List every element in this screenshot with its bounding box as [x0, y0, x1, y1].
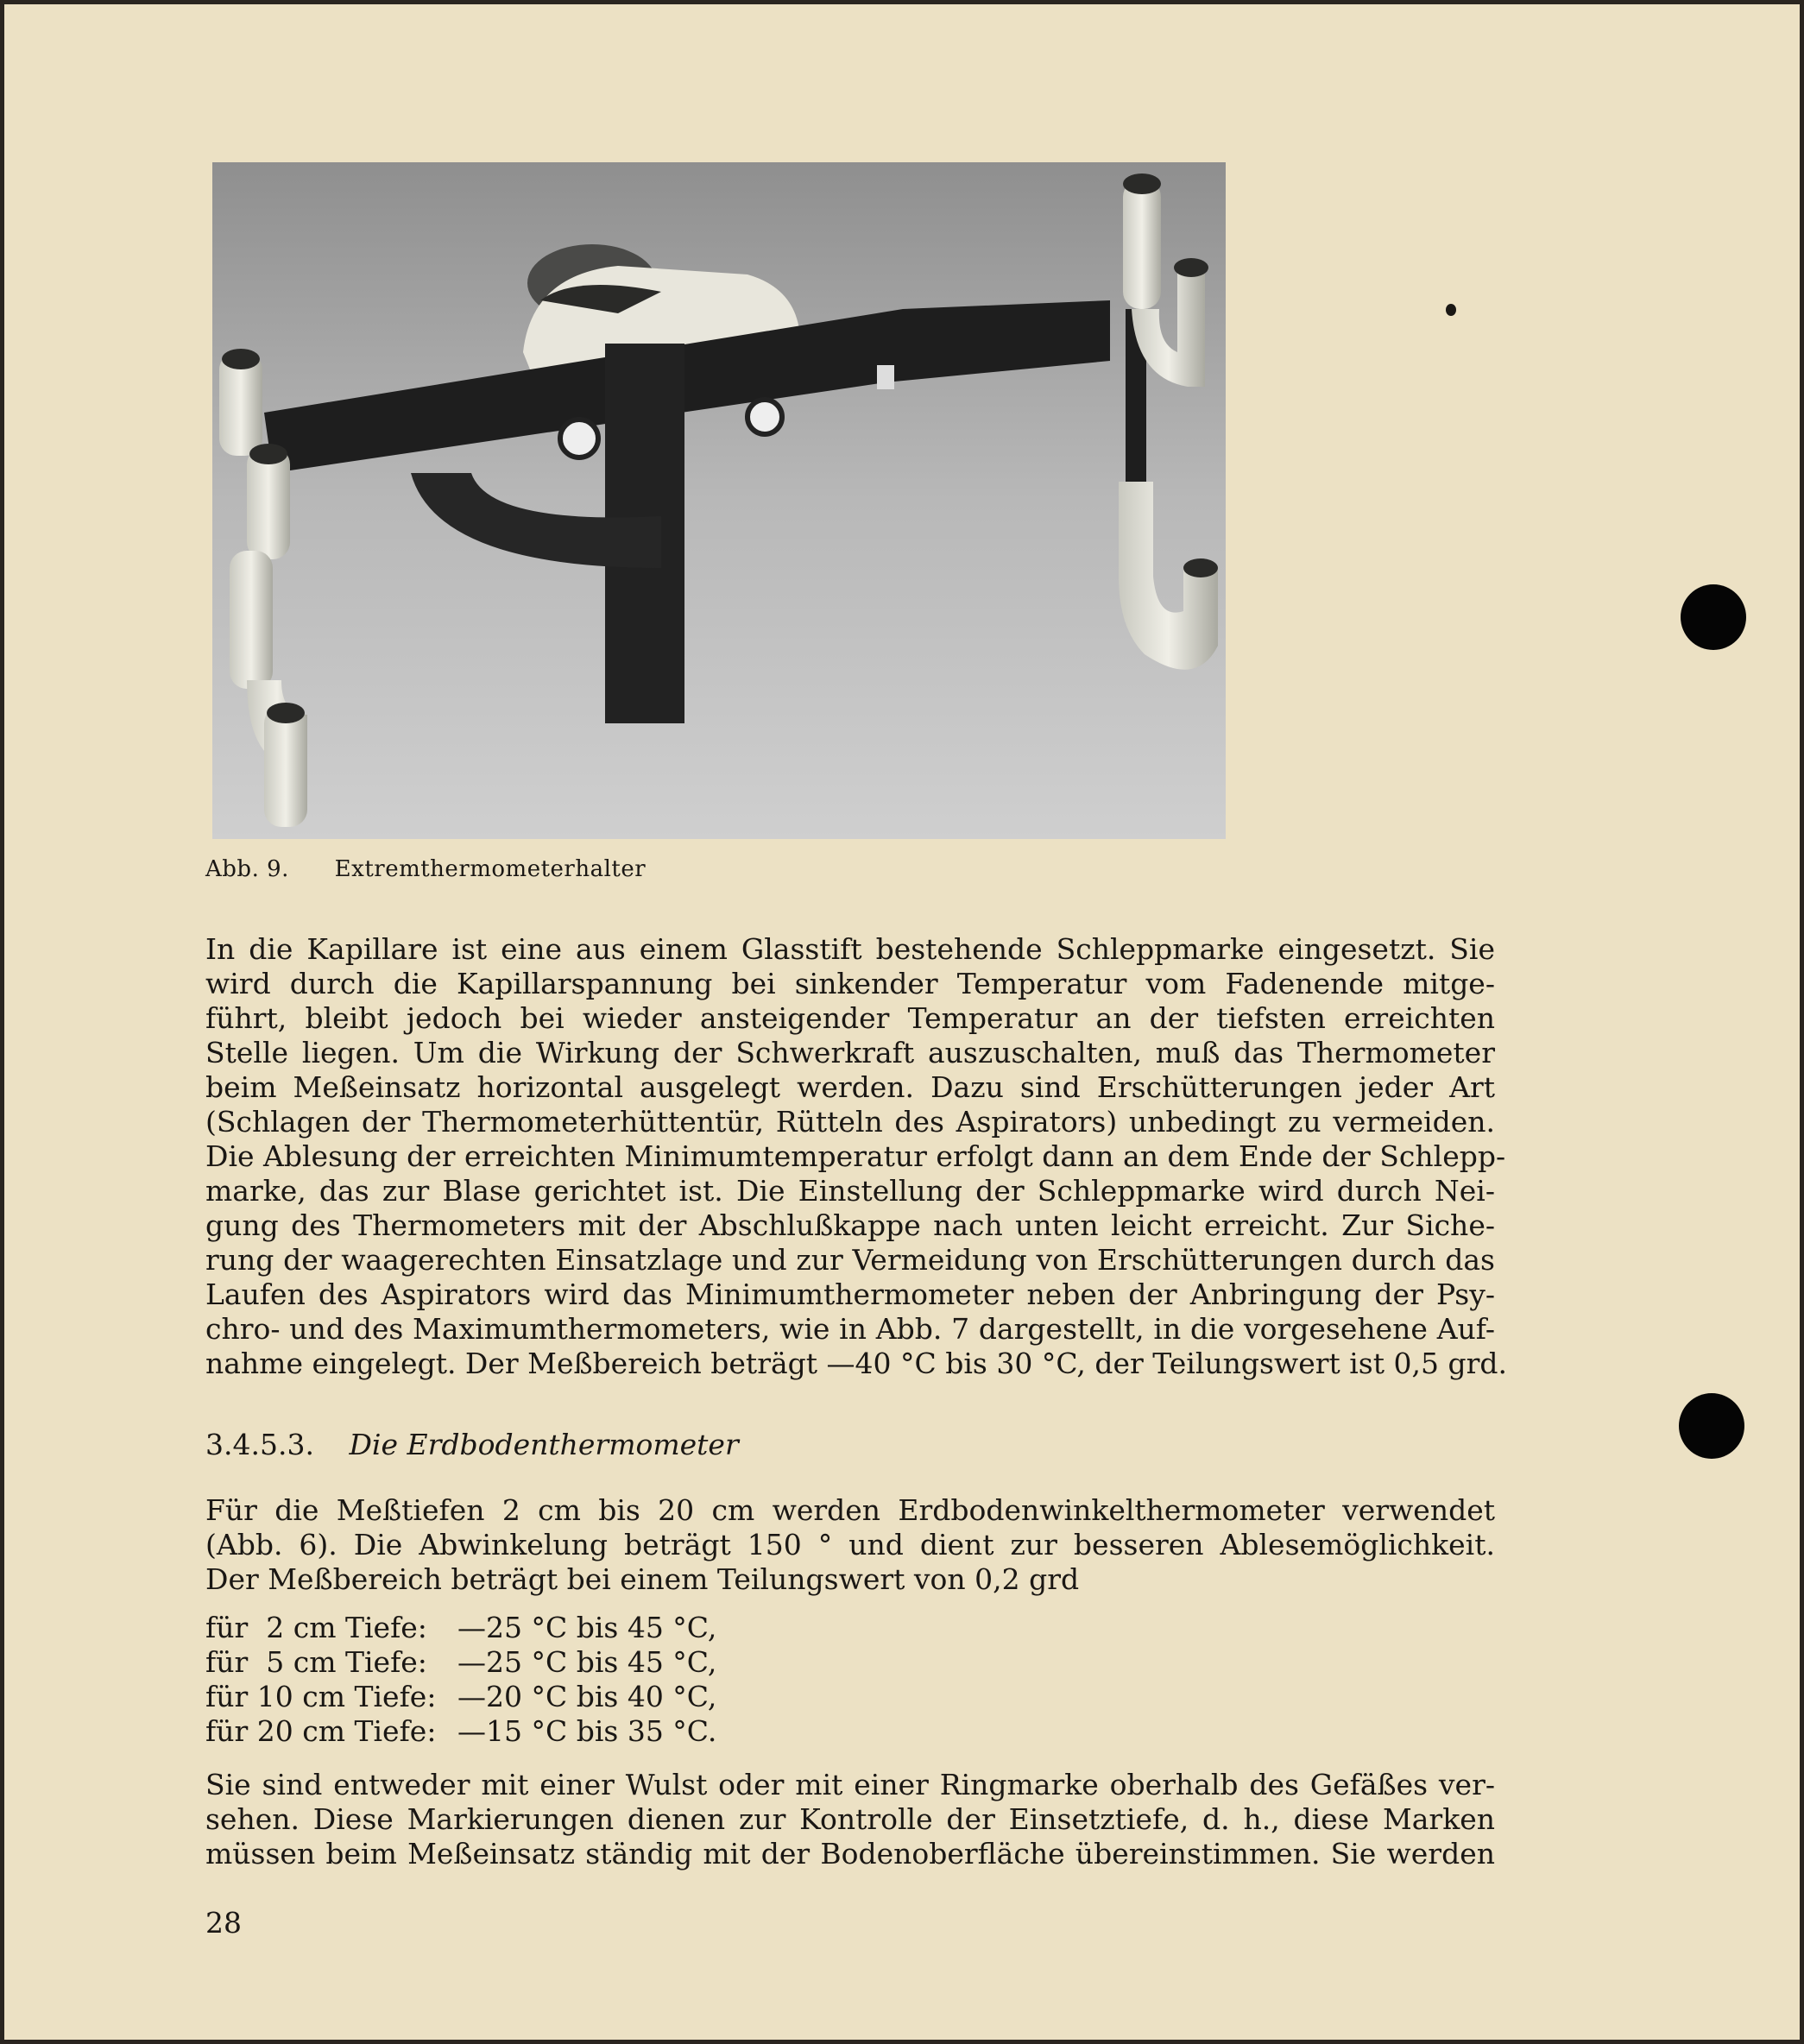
page-number: 28 [205, 1906, 242, 1940]
text-line: In die Kapillare ist eine aus einem Glasstift bestehende Schleppmarke eingesetzt. Sie [205, 932, 1495, 966]
depth-label: für 20 cm Tiefe: [205, 1714, 437, 1748]
text-line: Die Ablesung der erreichten Minimumtemperatur erfolgt dann an dem Ende der Schlepp- [205, 1139, 1506, 1173]
text-line: nahme eingelegt. Der Meßbereich beträgt —40 °C bis 30 °C, der Teilungswert ist 0,5 grd. [205, 1347, 1507, 1380]
depth-range: —15 °C bis 35 °C. [457, 1714, 717, 1748]
depth-range: —20 °C bis 40 °C, [457, 1680, 717, 1713]
depth-row [205, 1611, 716, 1645]
depth-label: für 5 cm Tiefe: [205, 1645, 427, 1679]
text-line: marke, das zur Blase gerichtet ist. Die Einstellung der Schleppmarke wird durch Nei- [205, 1174, 1495, 1208]
punch-hole [1679, 1393, 1744, 1459]
text-line: Für die Meßtiefen 2 cm bis 20 cm werden Erdbodenwinkelthermometer verwendet [205, 1493, 1495, 1527]
text-line: müssen beim Meßeinsatz ständig mit der Bodenoberfläche übereinstimmen. Sie werden [205, 1837, 1495, 1871]
depth-range-list [205, 1611, 716, 1749]
text-line: chro- und des Maximumthermometers, wie in Abb. 7 dargestellt, in die vorgesehene Auf- [205, 1312, 1495, 1346]
text-line: wird durch die Kapillarspannung bei sinkender Temperatur vom Fadenende mitge- [205, 967, 1495, 1000]
paragraph-erdboden [205, 1493, 1495, 1597]
text-line: sehen. Diese Markierungen dienen zur Kontrolle der Einsetztiefe, d. h., diese Marken [205, 1802, 1495, 1836]
text-line: rung der waagerechten Einsatzlage und zur Vermeidung von Erschütterungen durch das [205, 1243, 1495, 1277]
text-line: Der Meßbereich beträgt bei einem Teilungswert von 0,2 grd [205, 1562, 1080, 1596]
depth-range: —25 °C bis 45 °C, [457, 1645, 717, 1679]
text-line: gung des Thermometers mit der Abschlußkappe nach unten leicht erreicht. Zur Siche- [205, 1208, 1495, 1242]
text-line: Laufen des Aspirators wird das Minimumthermometer neben der Anbringung der Psy- [205, 1278, 1495, 1311]
paragraph-schleppmarke [205, 932, 1507, 1381]
thermometer-holder-photo [212, 162, 1226, 839]
figure-photo [212, 162, 1226, 839]
depth-row [205, 1645, 716, 1680]
figure-caption [205, 856, 646, 882]
text-line: Stelle liegen. Um die Wirkung der Schwerkraft auszuschalten, muß das Thermometer [205, 1036, 1495, 1069]
text-line: (Abb. 6). Die Abwinkelung beträgt 150 ° und dient zur besseren Ablesemöglichkeit. [205, 1528, 1495, 1561]
caption-title: Extremthermometerhalter [334, 856, 647, 882]
section-number: 3.4.5.3. [205, 1428, 314, 1461]
text-line: beim Meßeinsatz horizontal ausgelegt werden. Dazu sind Erschütterungen jeder Art [205, 1070, 1495, 1104]
depth-range: —25 °C bis 45 °C, [457, 1611, 717, 1644]
text-line: Sie sind entweder mit einer Wulst oder mit einer Ringmarke oberhalb des Gefäßes ver- [205, 1768, 1495, 1801]
punch-hole [1681, 584, 1746, 650]
depth-row [205, 1714, 716, 1749]
depth-label: für 10 cm Tiefe: [205, 1680, 437, 1713]
paragraph-markierungen [205, 1768, 1495, 1871]
section-title: Die Erdbodenthermometer [349, 1428, 739, 1461]
section-heading [205, 1428, 739, 1461]
text-line: (Schlagen der Thermometerhüttentür, Rütteln des Aspirators) unbedingt zu vermeiden. [205, 1105, 1495, 1139]
caption-number: Abb. 9. [205, 856, 289, 882]
depth-label: für 2 cm Tiefe: [205, 1611, 427, 1644]
depth-row [205, 1680, 716, 1714]
ink-spot [1446, 304, 1456, 316]
text-line: führt, bleibt jedoch bei wieder ansteigender Temperatur an der tiefsten erreichten [205, 1001, 1495, 1035]
